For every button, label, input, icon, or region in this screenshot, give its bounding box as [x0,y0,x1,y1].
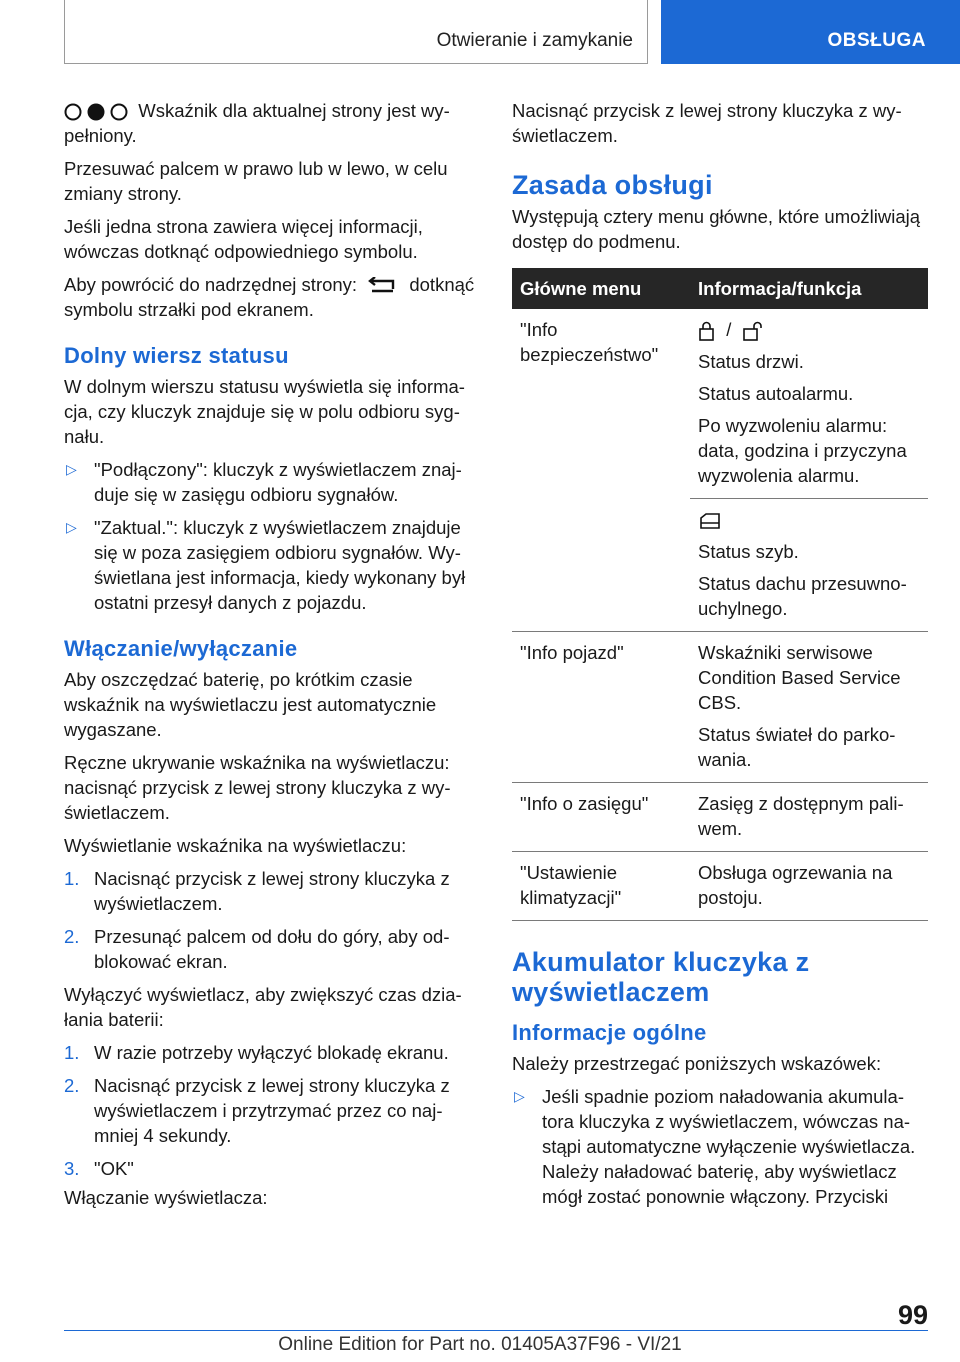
list-number: 1. [64,1042,80,1063]
bullet-triangle-icon: ▷ [66,461,77,477]
heading-status-row: Dolny wiersz statusu [64,343,289,368]
info-line: Po wyzwoleniu alarmu: data, godzina i przyczyna wyzwolenia alarmu. [698,415,907,486]
back-text-b: dotknąć symbolu strzałki pod ekranem. [64,274,475,320]
info-line: Status świateł do parkowania. [698,724,896,770]
page-indicator-icon [64,102,128,122]
list2-item [64,1073,478,1148]
table-cell-menu: "Info bezpieczeństwo" [512,309,690,632]
list-text: Przesunąć palcem od dołu do góry, aby odblokować ekran. [94,926,450,972]
window-icon-line [698,507,920,532]
more-info-paragraph: Jeśli jedna strona zawiera więcej informacji, wówczas dotknąć odpowiedniego symbolu. [64,216,423,262]
list1-item [64,924,478,974]
general-bullet-text: Jeśli spadnie poziom naładowania akumulatora kluczyka z wyświetlaczem, wówczas nastąpi automatyczne wyłączenie wyświetlacza. Należy naładować baterię, aby wyświetlacz mógł zostać ponownie włączony. Przyciski [542,1086,916,1207]
info-line: Status dachu przesuwnouchylnego. [698,573,907,619]
door-open-icon [742,321,766,341]
left-column [64,98,478,1218]
heading-general: Informacje ogólne [512,1020,707,1045]
header-section-title [64,0,648,64]
table-cell-menu: "Info pojazd" [512,632,690,783]
general-paragraph: Należy przestrzegać poniższych wskazówek: [512,1053,882,1074]
general-bullet [512,1084,928,1209]
info-line: Status drzwi. [698,351,804,372]
list-text: Nacisnąć przycisk z lewej strony kluczyka z wyświetlaczem i przytrzymać przez co najmniej 4 sekundy. [94,1075,450,1146]
table-header-info: Informacja/funkcja [690,268,928,309]
info-line: Status szyb. [698,541,799,562]
bullet-triangle-icon: ▷ [66,519,77,535]
status-bullet-1 [64,457,478,507]
list-text: Nacisnąć przycisk z lewej strony kluczyka z wyświetlaczem. [94,868,450,914]
back-text-a: Aby powrócić do nadrzędnej strony: [64,274,358,295]
list1-item [64,866,478,916]
indicator-text: Wskaźnik dla aktualnej strony jest wypełniony. [64,100,450,146]
onoff-p4: Wyłączyć wyświetlacz, aby zwiększyć czas działania baterii: [64,984,462,1030]
list-number: 3. [64,1158,80,1179]
header-section-text: Otwieranie i zamykanie [436,30,633,51]
list-number: 1. [64,868,80,889]
bullet-triangle-icon: ▷ [514,1088,525,1104]
footer-divider [64,1330,928,1331]
right-column [512,98,928,1217]
menu-table [512,268,928,921]
back-arrow-icon [366,277,400,295]
table-cell-info [690,783,928,852]
onoff-p1: Aby oszczędzać baterię, po krótkim czasie wskaźnik na wyświetlaczu jest automatycznie wygaszane. [64,669,437,740]
info-line: Obsługa ogrzewania na postoju. [698,862,893,908]
window-icon [698,512,722,530]
onoff-p5: Włączanie wyświetlacza: [64,1187,268,1208]
status-bullet-2 [64,515,478,615]
table-row [512,632,928,783]
info-line: Status autoalarmu. [698,383,854,404]
back-paragraph [64,272,478,322]
door-closed-icon [698,321,716,341]
table-header-main-menu: Główne menu [512,268,690,309]
table-cell-info [690,852,928,921]
swipe-paragraph: Przesuwać palcem w prawo lub w lewo, w celu zmiany strony. [64,158,448,204]
page-number: 99 [897,1300,928,1330]
indicator-paragraph [64,98,478,148]
list2-item [64,1156,478,1181]
table-cell-menu: "Info o zasięgu" [512,783,690,852]
heading-on-off: Włączanie/wyłączanie [64,636,298,661]
table-row [512,852,928,921]
info-line: Wskaźniki serwisowe Condition Based Service CBS. [698,642,901,713]
heading-battery: Akumulator kluczyka z wyświetlaczem [512,947,810,1007]
table-cell-info [690,499,928,632]
list2-item [64,1040,478,1065]
header-chapter-tab [661,0,960,64]
heading-principle: Zasada obsługi [512,170,713,200]
right-top-paragraph: Nacisnąć przycisk z lewej strony kluczyka z wyświetlaczem. [512,100,902,146]
door-icons-line [698,317,920,342]
onoff-p2: Ręczne ukrywanie wskaźnika na wyświetlaczu: nacisnąć przycisk z lewej strony kluczyka z wyświetlaczem. [64,752,451,823]
info-line: Zasięg z dostępnym paliwem. [698,793,904,839]
table-header-row [512,268,928,309]
principle-paragraph: Występują cztery menu główne, które umożliwiają dostęp do podmenu. [512,206,921,252]
table-cell-menu: "Ustawienie klimatyzacji" [512,852,690,921]
status-bullet-1-text: "Podłączony": kluczyk z wyświetlaczem znajduje się w zasięgu odbioru sygnałów. [94,459,462,505]
footer-edition: Online Edition for Part no. 01405A37F96 - VI/21 [278,1334,682,1355]
onoff-p3: Wyświetlanie wskaźnika na wyświetlaczu: [64,835,407,856]
icon-separator: / [726,319,732,340]
table-cell-info [690,309,928,499]
list-text: W razie potrzeby wyłączyć blokadę ekranu. [94,1042,449,1063]
table-cell-info [690,632,928,783]
status-bullet-2-text: "Zaktual.": kluczyk z wyświetlaczem znajduje się w poza zasięgiem odbioru sygnałów. Wyświetlana jest informacja, kiedy wykonany był ostatni przesył danych z pojazdu. [94,517,466,613]
list-number: 2. [64,1075,80,1096]
list-number: 2. [64,926,80,947]
header-chapter-text: OBSŁUGA [827,30,926,51]
status-intro: W dolnym wierszu statusu wyświetla się informacja, czy kluczyk znajduje się w polu odbioru sygnału. [64,376,465,447]
list-text: "OK" [94,1158,134,1179]
table-row [512,309,928,499]
table-row [512,783,928,852]
